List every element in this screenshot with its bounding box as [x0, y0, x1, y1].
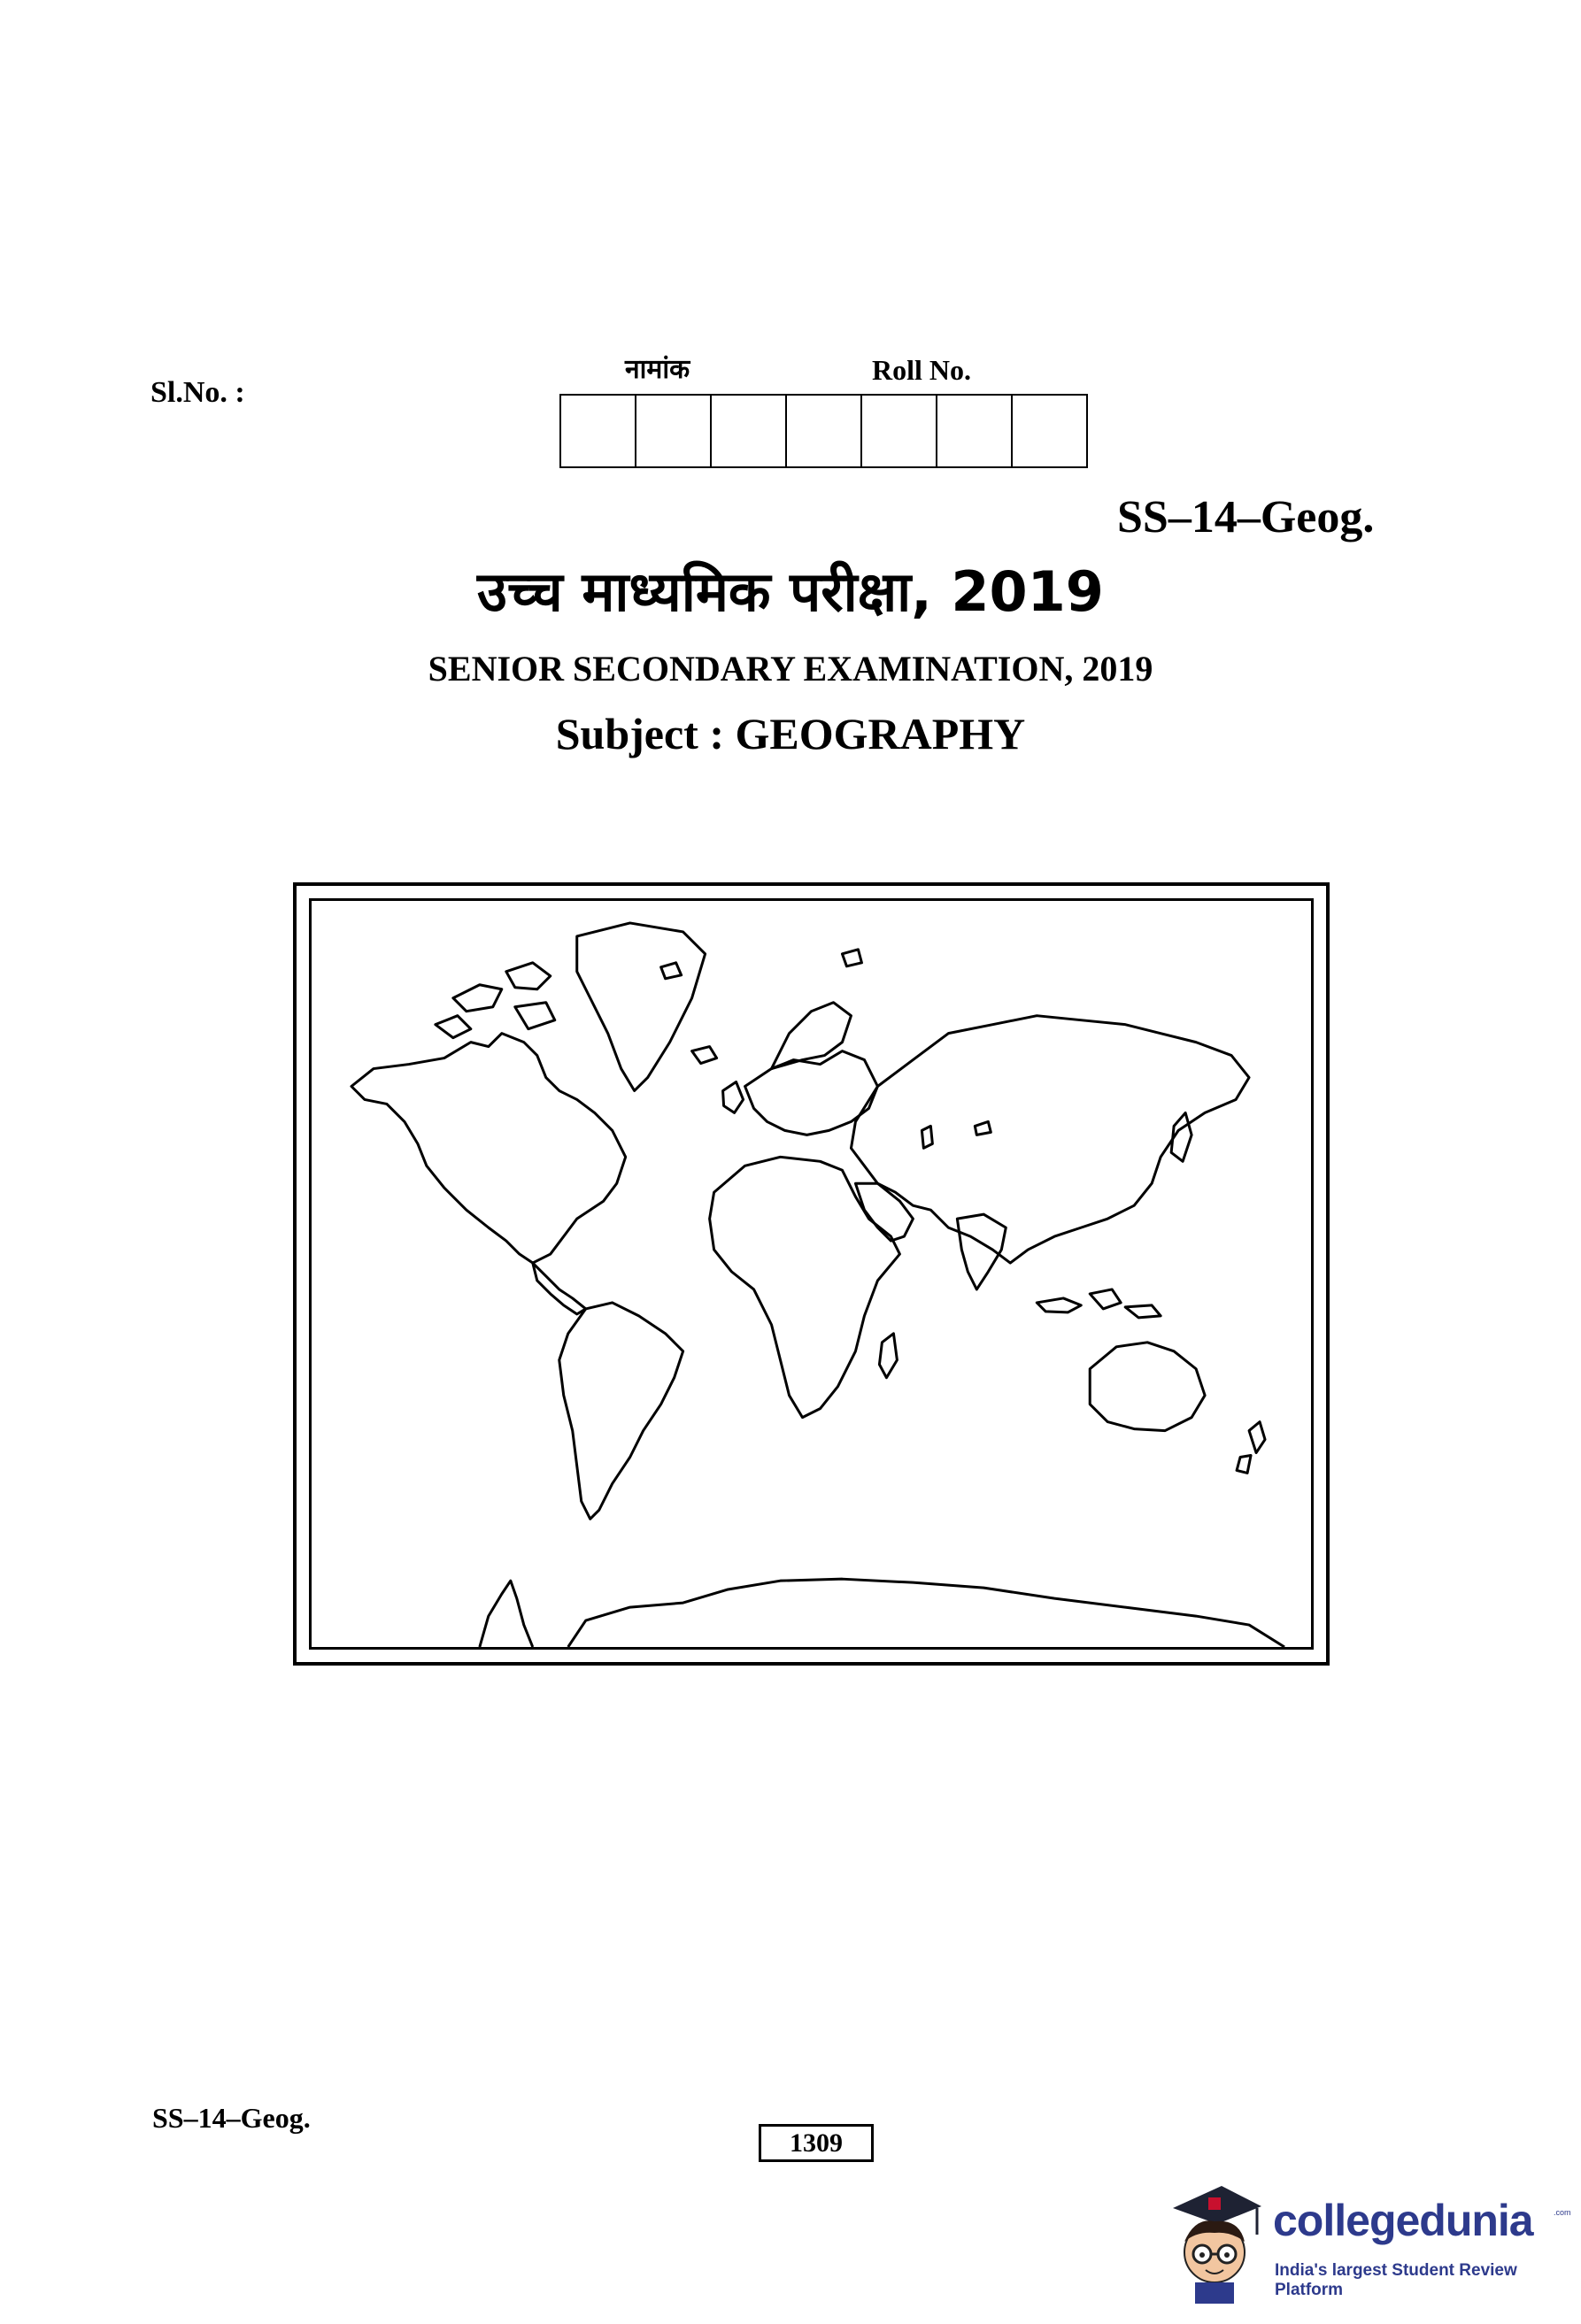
north-america-outline [351, 1034, 626, 1263]
paper-code: SS–14–Geog. [1117, 492, 1375, 543]
british-isles-outline [723, 1082, 744, 1113]
sl-no-label: Sl.No. : [150, 376, 245, 409]
central-america-outline [533, 1263, 586, 1314]
roll-box[interactable] [787, 396, 862, 466]
india-outline [957, 1214, 1006, 1289]
mascot-icon [1160, 2173, 1266, 2305]
exam-title-hindi: उच्च माध्यमिक परीक्षा, 2019 [477, 559, 1104, 624]
collegedunia-logo[interactable] [1160, 2173, 1571, 2305]
roll-label-english: Roll No. [872, 354, 971, 386]
logo-tagline: India's largest Student Review Platform [1275, 2261, 1517, 2299]
roll-box[interactable] [1013, 396, 1086, 466]
roll-box[interactable] [561, 396, 636, 466]
footer-paper-code: SS–14–Geog. [152, 2102, 311, 2134]
logo-brand-name: collegedunia [1273, 2196, 1533, 2245]
exam-title-english: SENIOR SECONDARY EXAMINATION, 2019 [428, 649, 1153, 689]
europe-outline [745, 1051, 878, 1135]
scandinavia-outline [772, 1003, 852, 1069]
greenland-outline [577, 923, 706, 1091]
world-map-frame [293, 882, 1330, 1666]
roll-box[interactable] [937, 396, 1013, 466]
madagascar-outline [879, 1334, 897, 1378]
roll-box[interactable] [712, 396, 787, 466]
new-zealand-outline [1249, 1422, 1265, 1453]
antarctica-outline [480, 1581, 533, 1647]
page-number-box: 1309 [759, 2124, 874, 2162]
logo-domain-suffix: .com [1554, 2208, 1571, 2217]
roll-box[interactable] [862, 396, 937, 466]
africa-outline [710, 1157, 900, 1417]
roll-label-hindi: नामांक [625, 354, 690, 385]
arctic-islands-outline [453, 985, 502, 1012]
roll-box[interactable] [636, 396, 712, 466]
subject-title: Subject : GEOGRAPHY [555, 709, 1026, 758]
australia-outline [1090, 1343, 1205, 1431]
world-map [309, 898, 1314, 1650]
south-america-outline [559, 1303, 683, 1519]
roll-number-boxes[interactable] [559, 394, 1088, 468]
iceland-outline [692, 1047, 717, 1064]
indonesia-outline [1037, 1298, 1081, 1312]
caspian-sea-outline [922, 1126, 932, 1148]
